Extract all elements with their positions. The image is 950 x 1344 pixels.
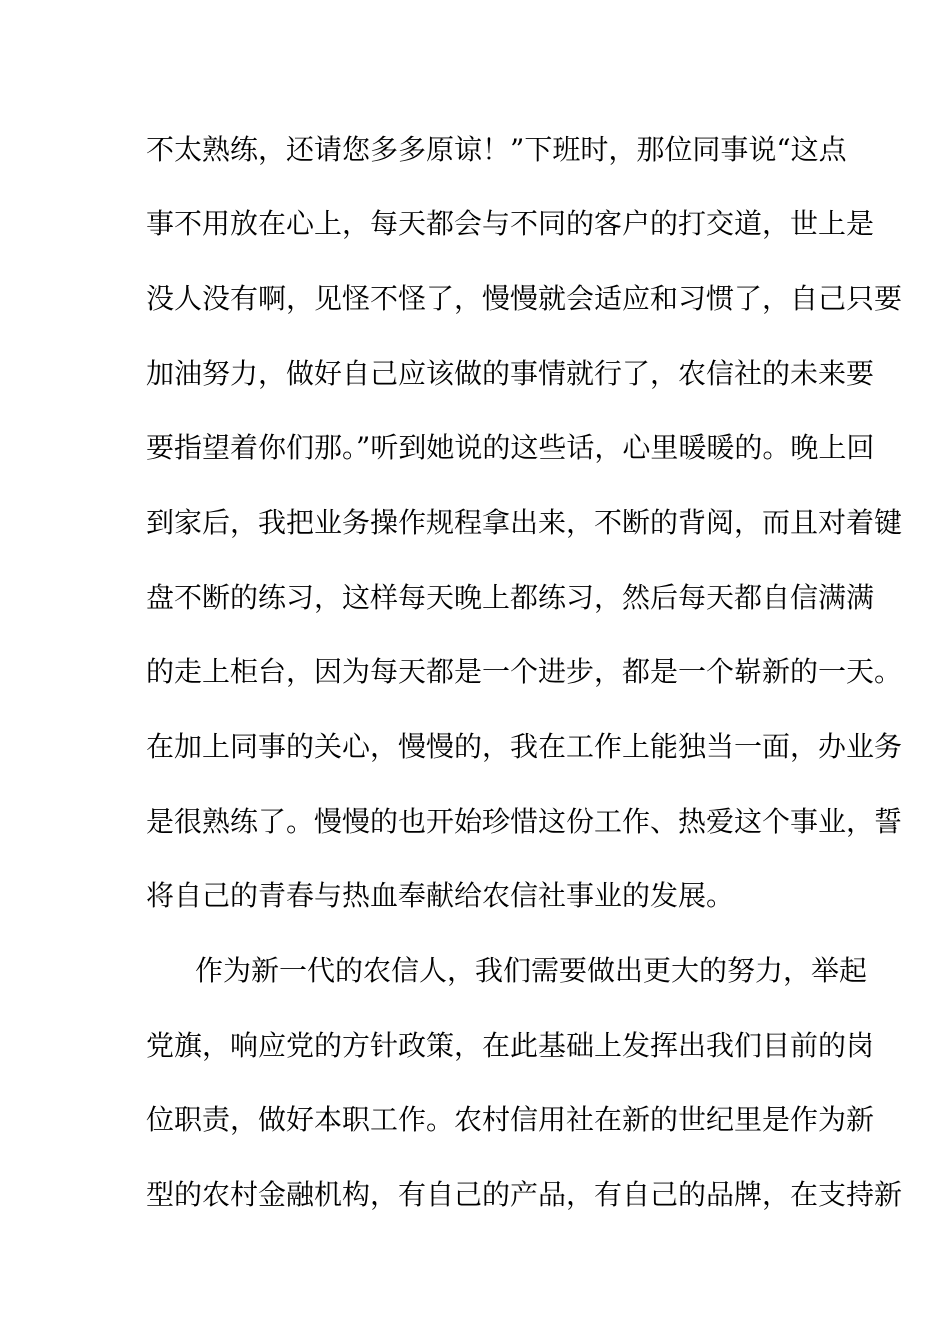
text-line: 事不用放在心上，每天都会与不同的客户的打交道，世上是 — [146, 207, 875, 240]
text-line: 将自己的青春与热血奉献给农信社事业的发展。 — [146, 879, 735, 912]
text-line: 型的农村金融机构，有自己的产品，有自己的品牌，在支持新 — [146, 1178, 903, 1211]
text-line: 要指望着你们那。”听到她说的这些话，心里暖暖的。晚上回 — [146, 431, 875, 464]
text-line: 不太熟练，还请您多多原谅！”下班时，那位同事说“这点 — [146, 133, 847, 166]
text-line: 是很熟练了。慢慢的也开始珍惜这份工作、热爱这个事业，誓 — [146, 805, 903, 838]
text-line: 作为新一代的农信人，我们需要做出更大的努力，举起 — [195, 954, 868, 987]
text-line: 在加上同事的关心，慢慢的，我在工作上能独当一面，办业务 — [146, 730, 903, 763]
text-line: 盘不断的练习，这样每天晚上都练习，然后每天都自信满满 — [146, 581, 875, 614]
text-line: 位职责，做好本职工作。农村信用社在新的世纪里是作为新 — [146, 1103, 875, 1136]
text-line: 加油努力，做好自己应该做的事情就行了，农信社的未来要 — [146, 357, 875, 390]
text-line: 到家后，我把业务操作规程拿出来，不断的背阅，而且对着键 — [146, 506, 903, 539]
text-line: 党旗，响应党的方针政策，在此基础上发挥出我们目前的岗 — [146, 1029, 875, 1062]
text-line: 的走上柜台，因为每天都是一个进步，都是一个崭新的一天。 — [146, 655, 903, 688]
text-line: 没人没有啊，见怪不怪了，慢慢就会适应和习惯了，自己只要 — [146, 282, 903, 315]
